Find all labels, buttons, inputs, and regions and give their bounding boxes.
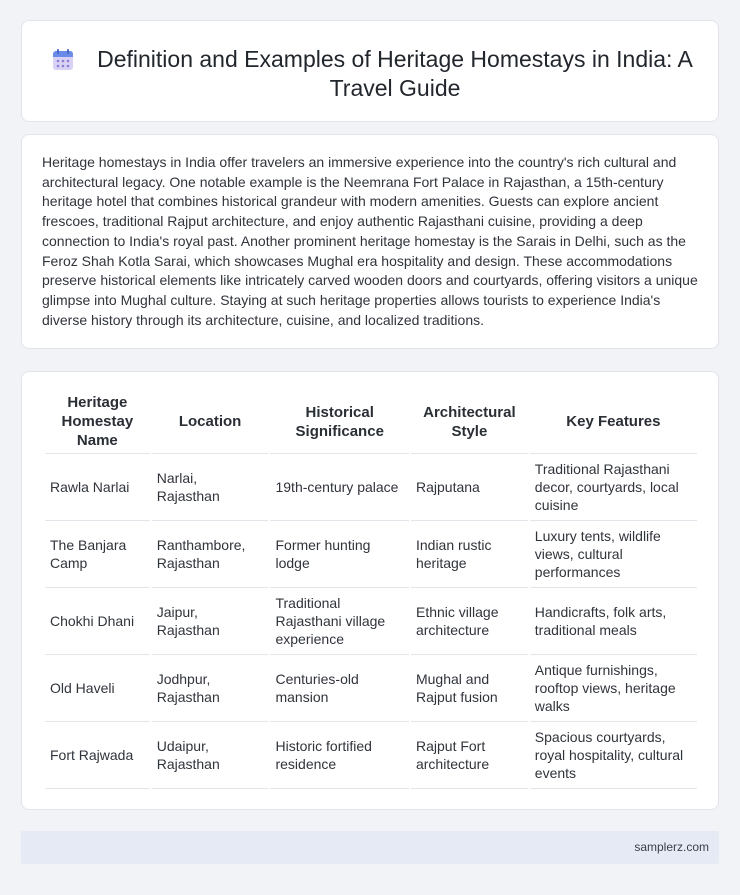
table-row	[45, 521, 697, 588]
table-cell: 19th-century palace	[270, 454, 409, 521]
table-cell: Ethnic village architecture	[411, 588, 528, 655]
footer-site-link[interactable]: samplerz.com	[634, 840, 709, 854]
intro-paragraph: Heritage homestays in India offer travelers an immersive experience into the country's rich cultural and architectural legacy. One notable example is the Neemrana Fort Palace in Rajasthan, a 15th-century heritage hotel that combines historical grandeur with modern amenities. Guests can explore ancient frescoes, traditional Rajput architecture, and enjoy authentic Rajasthani cuisine, providing a deep connection to India's royal past. Another prominent heritage homestay is the Sarais in Delhi, such as the Feroz Shah Kotla Sarai, which showcases Mughal era hospitality and design. These accommodations preserve historical elements like intricately carved wooden doors and courtyards, offering visitors a unique glimpse into Mughal culture. Staying at such heritage properties allows tourists to experience India's diverse history through its architecture, cuisine, and localized traditions.	[42, 154, 698, 328]
table-cell: Traditional Rajasthani village experience	[270, 588, 409, 655]
table-card	[21, 371, 719, 810]
table-row	[45, 588, 697, 655]
table-cell: Udaipur, Rajasthan	[152, 722, 269, 789]
table-cell: Spacious courtyards, royal hospitality, cultural events	[530, 722, 697, 789]
table-row	[45, 454, 697, 521]
intro-card	[21, 134, 719, 349]
table-cell: Centuries-old mansion	[270, 655, 409, 722]
calendar-icon	[51, 48, 75, 72]
column-header: Architectural Style	[411, 390, 528, 454]
title-card	[21, 20, 719, 122]
table-row	[45, 655, 697, 722]
table-cell: Historic fortified residence	[270, 722, 409, 789]
table-cell: Jaipur, Rajasthan	[152, 588, 269, 655]
table-cell: Jodhpur, Rajasthan	[152, 655, 269, 722]
table-cell: Ranthambore, Rajasthan	[152, 521, 269, 588]
table-cell: Rawla Narlai	[45, 454, 150, 521]
table-cell: Mughal and Rajput fusion	[411, 655, 528, 722]
table-cell: Indian rustic heritage	[411, 521, 528, 588]
table-cell: Old Haveli	[45, 655, 150, 722]
table-cell: Rajput Fort architecture	[411, 722, 528, 789]
column-header: Key Features	[530, 390, 697, 454]
table-cell: The Banjara Camp	[45, 521, 150, 588]
column-header: Historical Significance	[270, 390, 409, 454]
table-cell: Fort Rajwada	[45, 722, 150, 789]
table-cell: Narlai, Rajasthan	[152, 454, 269, 521]
table-cell: Luxury tents, wildlife views, cultural performances	[530, 521, 697, 588]
footer-bar	[21, 831, 719, 864]
column-header: Location	[152, 390, 269, 454]
page-title: Definition and Examples of Heritage Homestays in India: A Travel Guide	[97, 46, 693, 101]
table-cell: Antique furnishings, rooftop views, heritage walks	[530, 655, 697, 722]
table-cell: Traditional Rajasthani decor, courtyards, local cuisine	[530, 454, 697, 521]
column-header: Heritage Homestay Name	[45, 390, 150, 454]
table-cell: Chokhi Dhani	[45, 588, 150, 655]
table-cell: Rajputana	[411, 454, 528, 521]
heritage-table	[43, 390, 699, 789]
table-row	[45, 722, 697, 789]
table-cell: Handicrafts, folk arts, traditional meals	[530, 588, 697, 655]
table-cell: Former hunting lodge	[270, 521, 409, 588]
table-header-row	[45, 390, 697, 454]
